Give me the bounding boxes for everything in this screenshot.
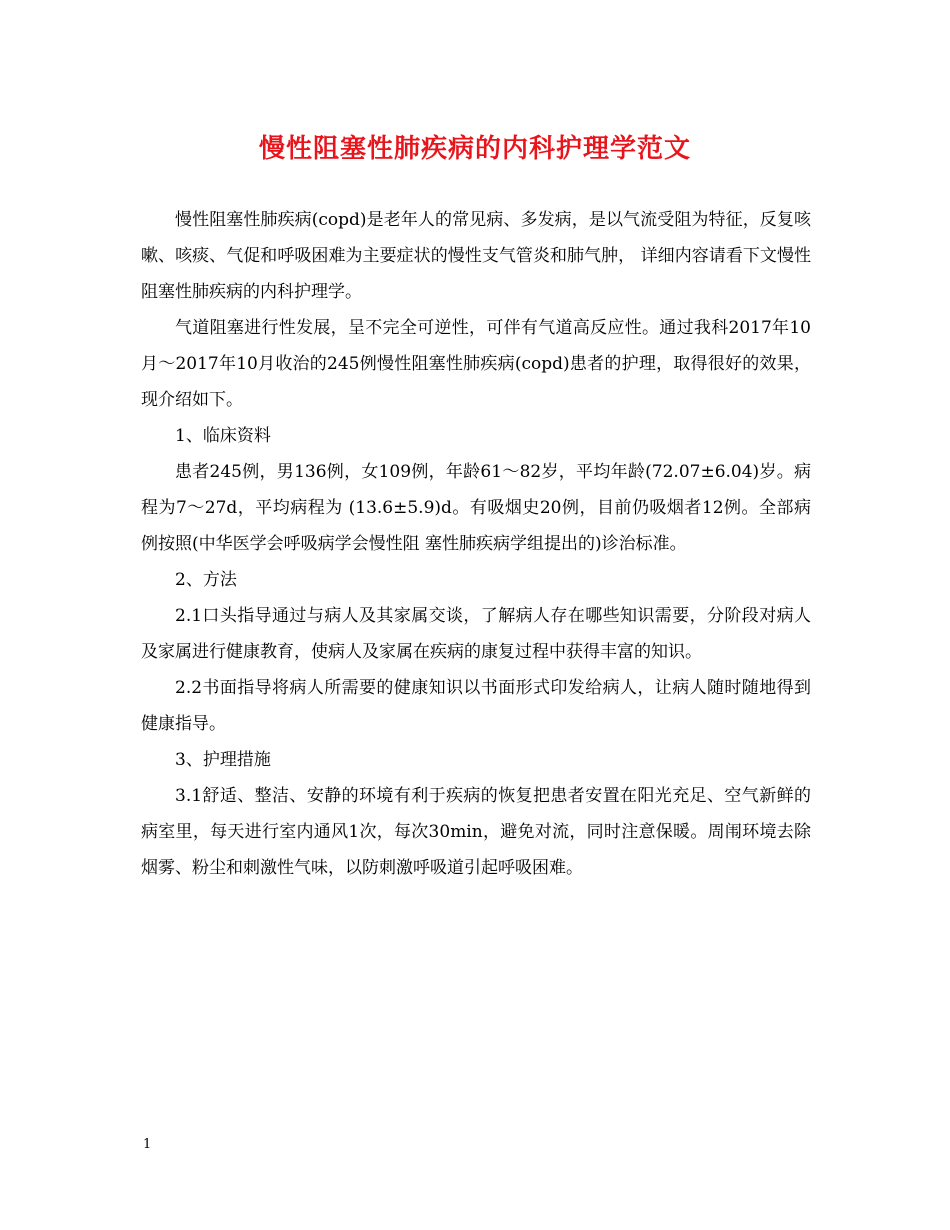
paragraph-background: 气道阻塞进行性发展，呈不完全可逆性，可伴有气道高反应性。通过我科2017年10月～2017年10月收治的245例慢性阻塞性肺疾病(copd)患者的护理，取得很好的效果，现介绍如下。 bbox=[141, 318, 811, 410]
paragraph-intro: 慢性阻塞性肺疾病(copd)是老年人的常见病、多发病，是以气流受阻为特征，反复咳嗽、咳痰、气促和呼吸困难为主要症状的慢性支气管炎和肺气肿， 详细内容请看下文慢性阻塞性肺疾病的内科护理学。 bbox=[141, 210, 811, 302]
document-body bbox=[141, 202, 811, 886]
paragraph-method-oral: 2.1口头指导通过与病人及其家属交谈，了解病人存在哪些知识需要，分阶段对病人及家属进行健康教育，使病人及家属在疾病的康复过程中获得丰富的知识。 bbox=[141, 606, 811, 662]
paragraph-method-written: 2.2书面指导将病人所需要的健康知识以书面形式印发给病人，让病人随时随地得到健康指导。 bbox=[141, 678, 811, 734]
section-heading-clinical-data: 1、临床资料 bbox=[175, 426, 271, 446]
paragraph-nursing-environment: 3.1舒适、整洁、安静的环境有利于疾病的恢复把患者安置在阳光充足、空气新鲜的病室里，每天进行室内通风1次，每次30min，避免对流，同时注意保暖。周闱环境去除烟雾、粉尘和刺激性气味，以防刺激呼吸道引起呼吸困难。 bbox=[141, 786, 811, 878]
section-heading-nursing: 3、护理措施 bbox=[175, 750, 271, 770]
section-heading-methods: 2、方法 bbox=[175, 570, 237, 590]
paragraph-clinical-data: 患者245例，男136例，女109例，年龄61～82岁，平均年龄(72.07±6.04)岁。病程为7～27d，平均病程为 (13.6±5.9)d。有吸烟史20例，目前仍吸烟者12例。全部病例按照(中华医学会呼吸病学会慢性阻 塞性肺疾病学组提出的)诊治标准。 bbox=[141, 462, 811, 554]
document-title: 慢性阻塞性肺疾病的内科护理学范文 bbox=[258, 134, 691, 164]
page-number: 1 bbox=[143, 1137, 152, 1152]
